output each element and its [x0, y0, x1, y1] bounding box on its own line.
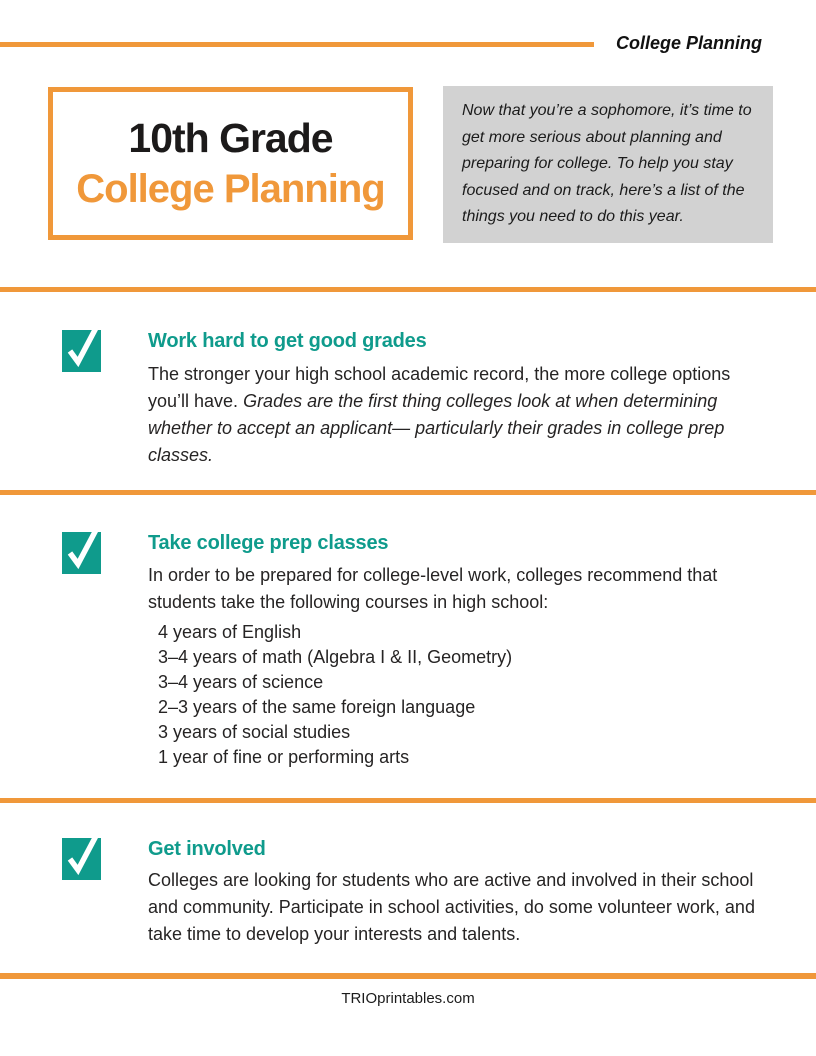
list-item: 1 year of fine or performing arts: [158, 747, 410, 767]
section-heading-prep-classes: Take college prep classes: [148, 532, 389, 554]
header-rule: [0, 42, 594, 47]
footer-rule: [0, 973, 816, 979]
list-item: 3 years of social studies: [158, 722, 351, 742]
section-heading-get-involved: Get involved: [148, 838, 266, 860]
page-header-label: College Planning: [615, 33, 762, 53]
body-text-italic: Grades are the first thing colleges look at when determining whether to accept an applicant— particularly their grades in college prep classes.: [148, 391, 725, 465]
checkmark-glyph: [62, 330, 101, 372]
section-divider: [0, 287, 816, 292]
page-title-grade: 10th Grade: [128, 114, 333, 161]
check-icon: [62, 330, 101, 372]
course-list: [158, 620, 512, 770]
intro-panel: Now that you’re a sophomore, it’s time to get more serious about planning and preparing for college. To help you stay focused and on track, here’s a list of the things you need to do this year.: [443, 86, 773, 243]
section-body-get-involved: Colleges are looking for students who are active and involved in their school and community. Participate in school activities, do some volunteer work, and take time to develop your interests and talents.: [148, 870, 755, 944]
checkmark-glyph: [62, 532, 101, 574]
list-item: 3–4 years of science: [158, 672, 324, 692]
section-heading-grades: Work hard to get good grades: [148, 330, 427, 352]
page-title-subject: College Planning: [76, 167, 385, 212]
checkmark-glyph: [62, 838, 101, 880]
list-item: 3–4 years of math (Algebra I & II, Geometry): [158, 647, 513, 667]
body-text: The stronger your high school academic record, the more college options you’ll have.: [148, 364, 731, 411]
list-item: 4 years of English: [158, 622, 302, 642]
title-box: [48, 87, 413, 240]
section-body-prep-classes: In order to be prepared for college-level work, colleges recommend that students take the following courses in high school:: [148, 565, 718, 612]
check-icon: [62, 532, 101, 574]
footer-site-name: TRIOprintables.com: [341, 990, 475, 1007]
check-icon: [62, 838, 101, 880]
section-divider: [0, 490, 816, 495]
list-item: 2–3 years of the same foreign language: [158, 697, 476, 717]
section-divider: [0, 798, 816, 803]
section-body-grades: [148, 361, 768, 469]
